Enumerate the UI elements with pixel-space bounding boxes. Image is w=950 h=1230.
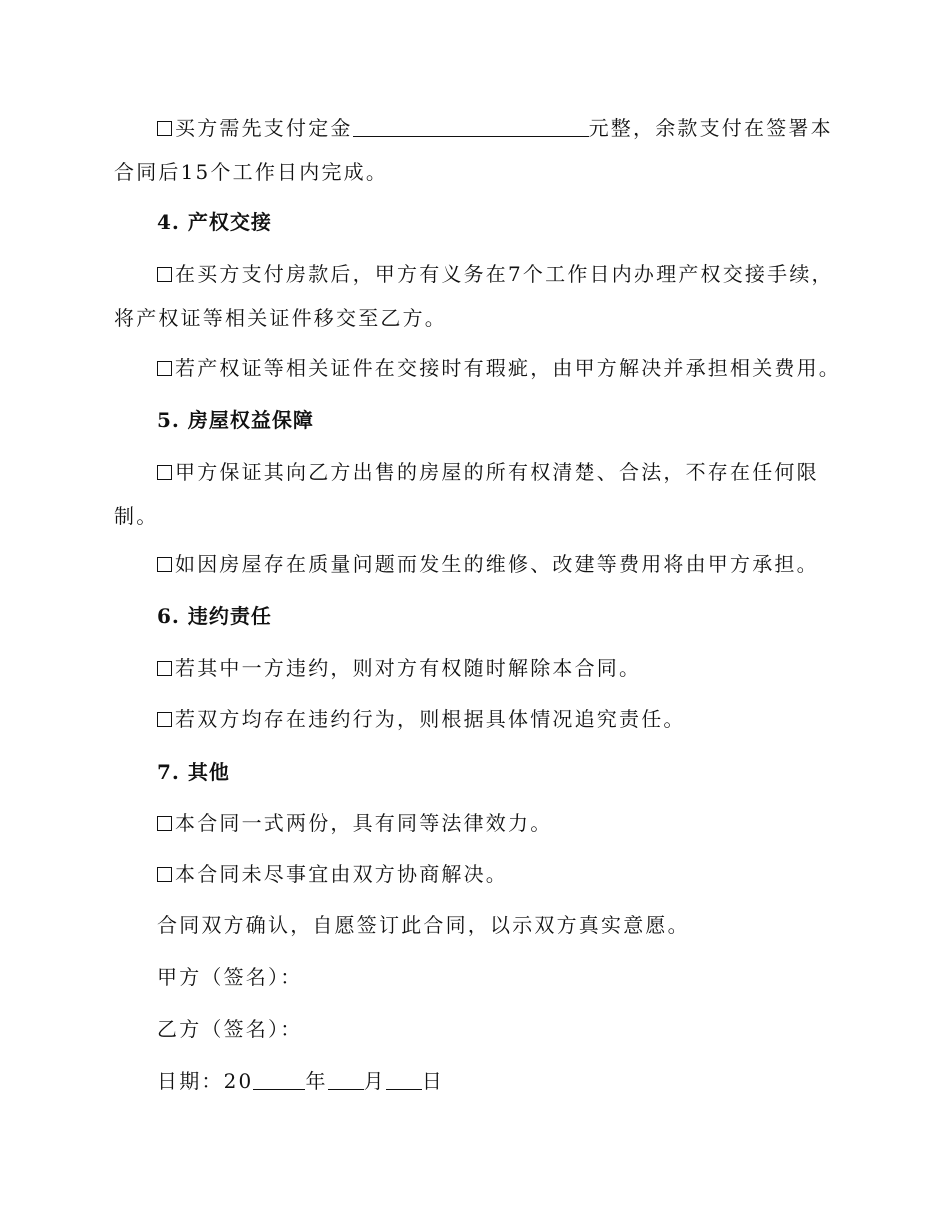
deposit-text-after: 元整，余款支付在签署本: [588, 116, 833, 140]
closing-statement: [114, 903, 834, 947]
deposit-text-line2: 合同后15个工作日内完成。: [114, 160, 389, 184]
section-6-item-2: [114, 697, 834, 741]
section-6-heading: 6. 违约责任: [157, 604, 272, 628]
section-7-item-2: [114, 852, 834, 896]
year-blank[interactable]: [253, 1069, 305, 1090]
checkbox[interactable]: [157, 121, 172, 136]
section-7-heading: 7. 其他: [157, 760, 230, 784]
checkbox[interactable]: [157, 816, 172, 831]
clause-text: 在买方支付房款后，甲方有义务在7个工作日内办理产权交接手续，: [175, 262, 834, 286]
section-6-item-1: [114, 646, 834, 690]
checkbox[interactable]: [157, 267, 172, 282]
deposit-amount-blank[interactable]: [353, 116, 589, 137]
day-label: 日: [421, 1069, 445, 1093]
checkbox[interactable]: [157, 557, 172, 572]
date-label: 日期：20: [157, 1069, 254, 1093]
section-4-item-1: [114, 252, 834, 340]
party-a-signature: [114, 955, 834, 999]
checkbox[interactable]: [157, 465, 172, 480]
checkbox[interactable]: [157, 712, 172, 727]
year-label: 年: [305, 1069, 328, 1093]
clause-text: 甲方保证其向乙方出售的房屋的所有权清楚、合法，不存在任何限: [175, 460, 819, 484]
clause-text: 若双方均存在违约行为，则根据具体情况追究责任。: [175, 707, 686, 731]
month-label: 月: [363, 1069, 386, 1093]
party-a-label: 甲方（签名）：: [157, 965, 303, 989]
date-line: [114, 1059, 834, 1103]
checkbox[interactable]: [157, 361, 172, 376]
month-blank[interactable]: [328, 1069, 364, 1090]
clause-text: 本合同一式两份，具有同等法律效力。: [175, 811, 553, 835]
section-5-item-2: [114, 542, 834, 586]
party-b-label: 乙方（签名）：: [157, 1017, 303, 1041]
clause-text: 若产权证等相关证件在交接时有瑕疵，由甲方解决并承担相关费用。: [175, 356, 841, 380]
section-5-item-1: [114, 450, 834, 538]
checkbox[interactable]: [157, 661, 172, 676]
deposit-clause: [114, 106, 834, 194]
clause-text: 本合同未尽事宜由双方协商解决。: [175, 862, 508, 886]
clause-text: 如因房屋存在质量问题而发生的维修、改建等费用将由甲方承担。: [175, 552, 819, 576]
clause-text-line2: 将产权证等相关证件移交至乙方。: [114, 306, 447, 330]
section-5-heading: 5. 房屋权益保障: [157, 408, 314, 432]
day-blank[interactable]: [386, 1069, 422, 1090]
checkbox[interactable]: [157, 867, 172, 882]
section-4-item-2: [114, 346, 841, 390]
clause-text-line2: 制。: [114, 504, 159, 528]
deposit-text-before: 买方需先支付定金: [175, 116, 353, 140]
section-7-item-1: [114, 801, 834, 845]
section-4-heading: 4. 产权交接: [157, 210, 272, 234]
party-b-signature: [114, 1007, 834, 1051]
clause-text: 若其中一方违约，则对方有权随时解除本合同。: [175, 656, 642, 680]
closing-text: 合同双方确认，自愿签订此合同，以示双方真实意愿。: [157, 913, 690, 937]
